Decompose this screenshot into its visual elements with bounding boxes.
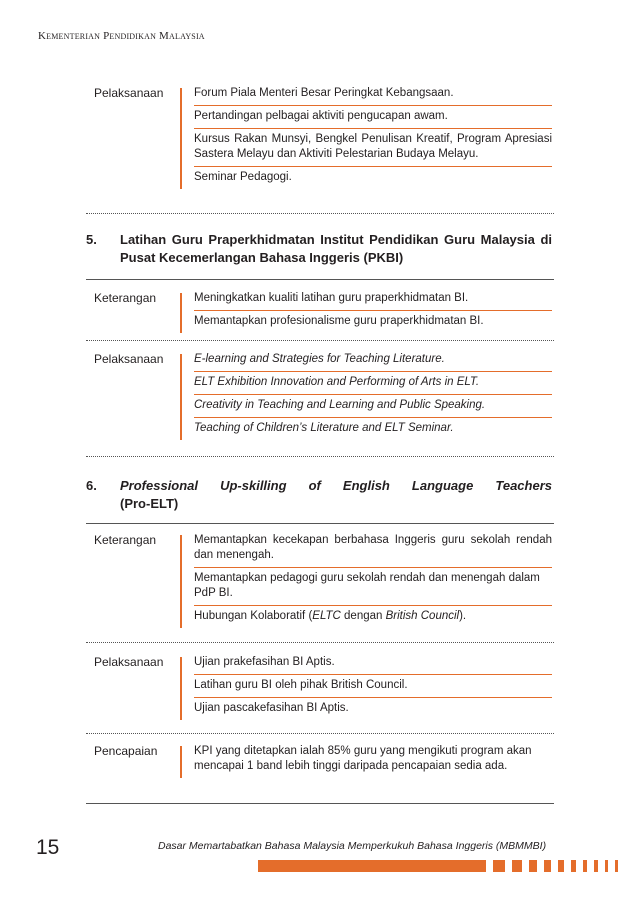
divider [86, 523, 554, 524]
section-number: 5. [86, 232, 97, 247]
list-item: E-learning and Strategies for Teaching Literature. [194, 349, 552, 372]
stripe [571, 860, 576, 872]
accent-bar [180, 354, 182, 440]
pelaksanaan-block-2 [94, 349, 552, 440]
accent-bar [180, 535, 182, 628]
stripe [558, 860, 564, 872]
row-label: Keterangan [94, 291, 157, 305]
stripe [594, 860, 598, 872]
row-label: Pelaksanaan [94, 655, 164, 669]
stripe [529, 860, 537, 872]
row-label: Pencapaian [94, 744, 158, 758]
list-item: Meningkatkan kualiti latihan guru praperkhidmatan BI. [194, 288, 552, 311]
stripe [512, 860, 522, 872]
list-item: Kursus Rakan Munsyi, Bengkel Penulisan Kreatif, Program Apresiasi Sastera Melayu dan Aktiviti Pelestarian Budaya Melayu. [194, 129, 552, 167]
stripe [605, 860, 608, 872]
list-item: Hubungan Kolaboratif (ELTC dengan British Council). [194, 610, 467, 622]
keterangan-block-2 [94, 530, 552, 628]
divider [86, 279, 554, 280]
section-title-suffix: (Pro-ELT) [120, 496, 179, 511]
section-6-heading [86, 477, 552, 513]
accent-bar [180, 293, 182, 333]
section-number: 6. [86, 478, 97, 493]
pelaksanaan-block-3 [94, 652, 552, 720]
pencapaian-block [94, 741, 552, 778]
section-5-heading [86, 231, 552, 267]
row-label: Pelaksanaan [94, 86, 164, 100]
accent-bar [180, 88, 182, 189]
divider [86, 803, 554, 804]
accent-bar [180, 746, 182, 778]
section-title: Professional Up-skilling of English Language Teachers [120, 478, 552, 493]
list-item: KPI yang ditetapkan ialah 85% guru yang mengikuti program akan mencapai 1 band lebih tinggi daripada pencapaian sedia ada. [194, 745, 532, 772]
divider [86, 340, 554, 341]
divider [86, 456, 554, 457]
stripe [258, 860, 486, 872]
list-item: Forum Piala Menteri Besar Peringkat Kebangsaan. [194, 83, 552, 106]
divider [86, 733, 554, 734]
divider [86, 642, 554, 643]
page-number: 15 [36, 836, 60, 859]
section-title: Latihan Guru Praperkhidmatan Institut Pendidikan Guru Malaysia di Pusat Kecemerlangan Bahasa Inggeris (PKBI) [120, 232, 552, 265]
pelaksanaan-block-1 [94, 83, 552, 189]
list-item: Memantapkan kecekapan berbahasa Inggeris guru sekolah rendah dan menengah. [194, 530, 552, 568]
row-label: Pelaksanaan [94, 352, 164, 366]
keterangan-block-1 [94, 288, 552, 333]
footer-title: Dasar Memartabatkan Bahasa Malaysia Memperkukuh Bahasa Inggeris (MBMMBI) [158, 840, 547, 852]
stripe [583, 860, 587, 872]
list-item: Latihan guru BI oleh pihak British Council. [194, 675, 552, 698]
list-item: Ujian prakefasihan BI Aptis. [194, 652, 552, 675]
list-item: Memantapkan pedagogi guru sekolah rendah dan menengah dalam PdP BI. [194, 568, 552, 606]
list-item: Memantapkan profesionalisme guru praperkhidmatan BI. [194, 315, 484, 327]
running-header: Kementerian Pendidikan Malaysia [38, 30, 205, 42]
list-item: Ujian pascakefasihan BI Aptis. [194, 702, 349, 714]
list-item: Pertandingan pelbagai aktiviti pengucapan awam. [194, 106, 552, 129]
stripe [493, 860, 505, 872]
list-item: Creativity in Teaching and Learning and Public Speaking. [194, 395, 552, 418]
stripe [615, 860, 618, 872]
list-item: ELT Exhibition Innovation and Performing of Arts in ELT. [194, 372, 552, 395]
row-label: Keterangan [94, 533, 157, 547]
accent-bar [180, 657, 182, 720]
stripe [544, 860, 551, 872]
list-item: Seminar Pedagogi. [194, 171, 292, 183]
list-item: Teaching of Children’s Literature and ELT Seminar. [194, 422, 454, 434]
divider [86, 213, 554, 214]
